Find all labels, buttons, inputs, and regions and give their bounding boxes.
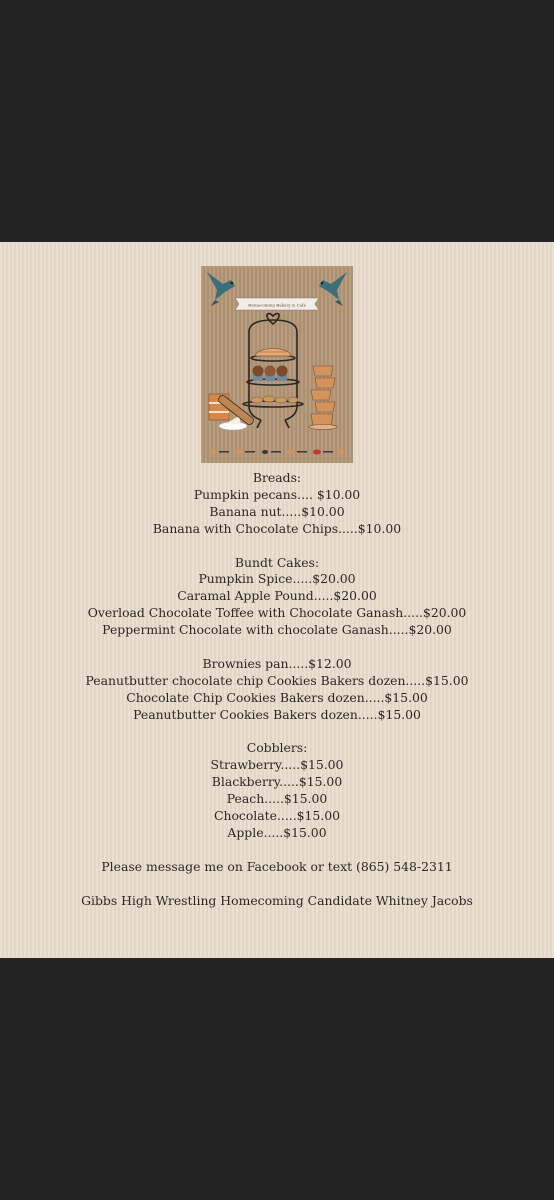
- menu-item: Apple.....$15.00: [227, 824, 327, 840]
- bakery-illustration: [201, 266, 353, 463]
- section-heading: Breads:: [252, 470, 302, 485]
- menu-item: Peanutbutter Cookies Bakers dozen.....$15.00: [133, 706, 421, 722]
- menu-item: Blackberry.....$15.00: [211, 774, 343, 790]
- muffins: [253, 366, 288, 382]
- utensils-row: [210, 449, 344, 455]
- pie: [255, 349, 291, 357]
- bluebird-icon: [319, 272, 347, 306]
- section-heading: Bundt Cakes:: [234, 554, 320, 570]
- flyer-image: [0, 242, 554, 958]
- banner-ribbon: [235, 298, 319, 310]
- menu-item: Banana with Chocolate Chips.....$10.00: [152, 520, 402, 536]
- menu-item: Peppermint Chocolate with chocolate Ganash.....$20.00: [102, 622, 452, 638]
- menu-text: [0, 470, 554, 909]
- section-heading: Cobblers:: [246, 740, 308, 756]
- menu-item: Chocolate Chip Cookies Bakers dozen.....$15.00: [126, 689, 428, 705]
- section-brownies-cookies: [0, 656, 554, 724]
- stacked-teacups: [309, 366, 337, 430]
- bluebird-icon: [207, 272, 235, 306]
- menu-item: Overload Chocolate Toffee with Chocolate Ganash.....$20.00: [87, 605, 467, 621]
- menu-item: Pumpkin Spice.....$20.00: [198, 571, 356, 587]
- menu-item: Chocolate.....$15.00: [213, 808, 341, 824]
- section-breads: [0, 470, 554, 538]
- menu-item: Peach.....$15.00: [226, 791, 328, 807]
- menu-item: Strawberry.....$15.00: [210, 757, 344, 773]
- section-bundt-cakes: [0, 555, 554, 640]
- contact-line: Please message me on Facebook or text (865) 548-2311: [101, 858, 453, 874]
- section-cobblers: [0, 740, 554, 841]
- menu-item: Caramal Apple Pound.....$20.00: [177, 588, 377, 604]
- menu-item: Peanutbutter chocolate chip Cookies Bakers dozen.....$15.00: [85, 672, 469, 688]
- banner-text: Homecoming Bakery & Café: [248, 302, 306, 308]
- menu-item: Banana nut.....$10.00: [209, 503, 345, 519]
- menu-item: Pumpkin pecans.... $10.00: [193, 486, 361, 502]
- candidate-line: Gibbs High Wrestling Homecoming Candidate Whitney Jacobs: [81, 892, 473, 908]
- menu-item: Brownies pan.....$12.00: [202, 655, 352, 671]
- cookies: [251, 396, 298, 403]
